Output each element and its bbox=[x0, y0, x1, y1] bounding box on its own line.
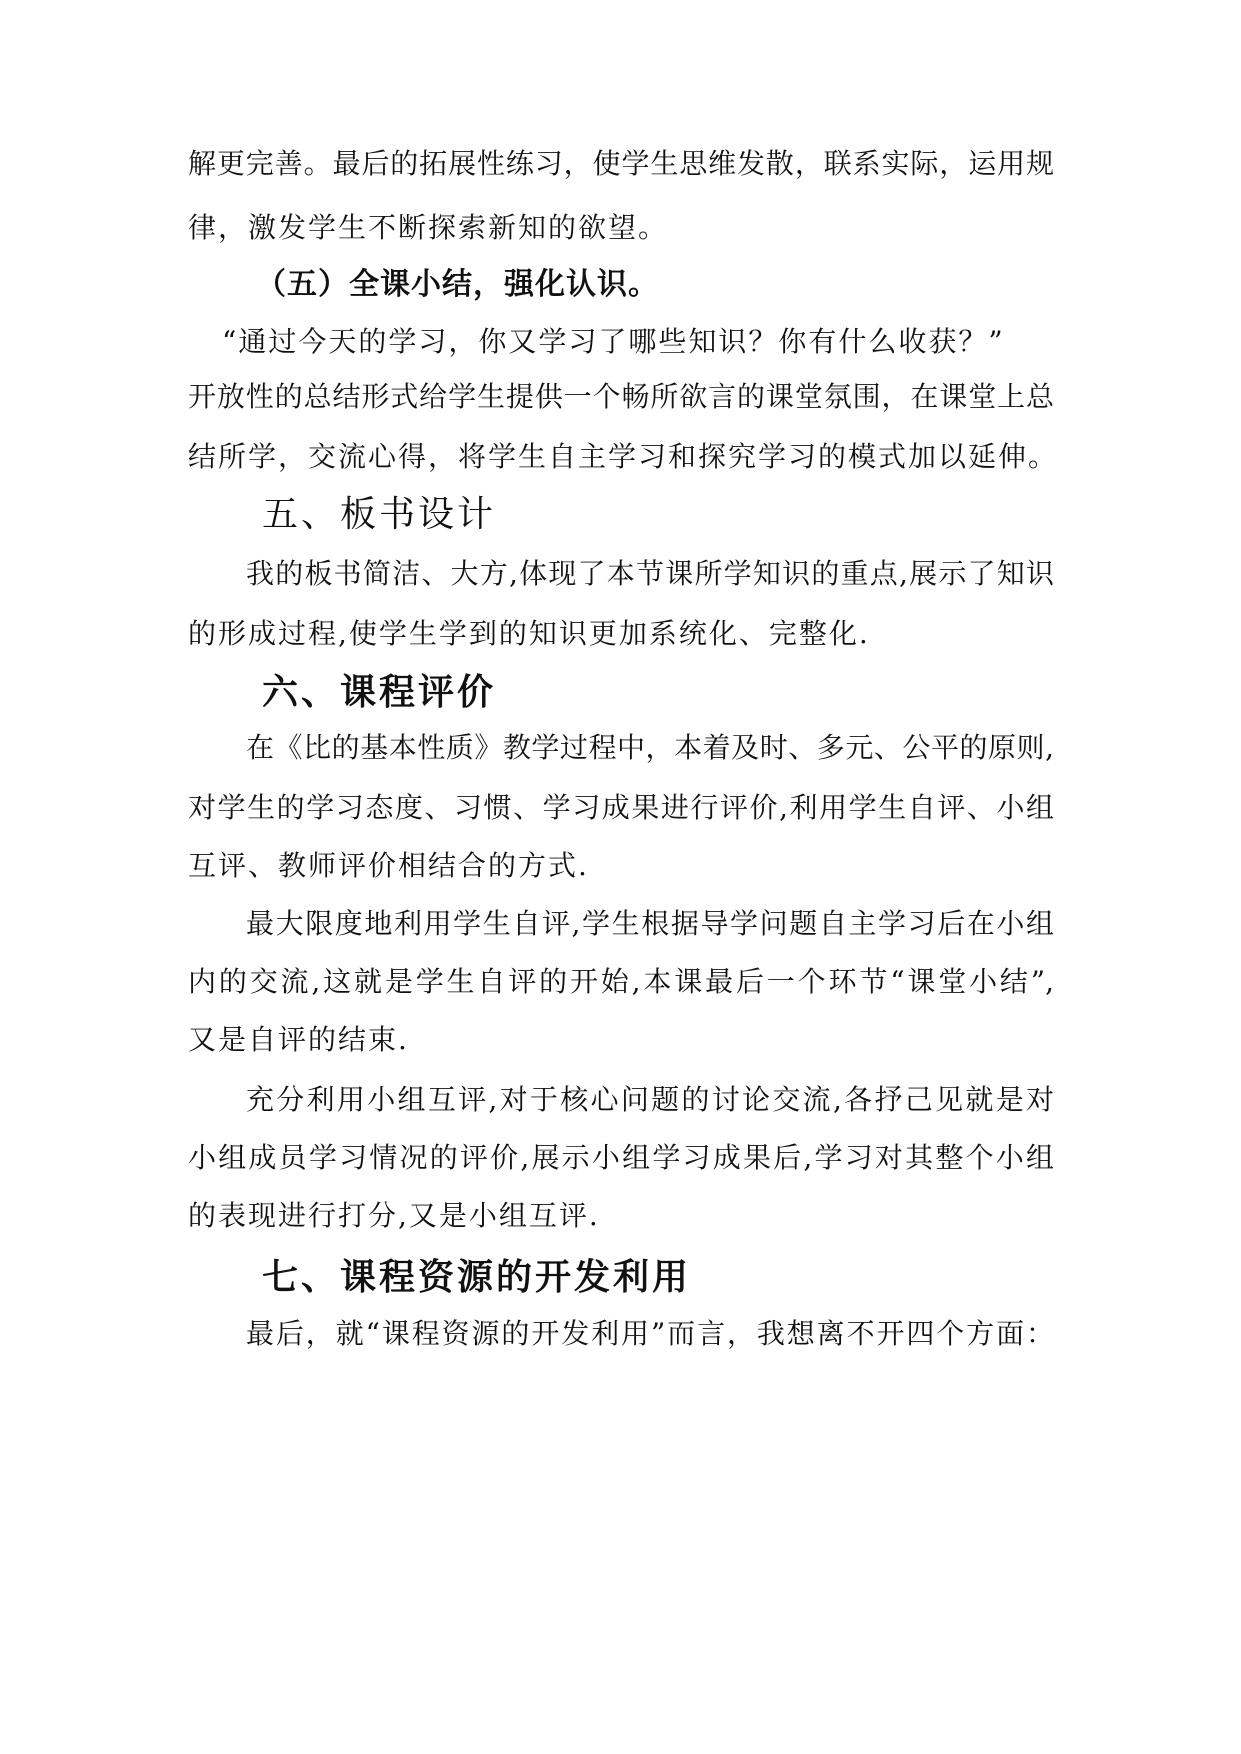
body-text-line: “通过今天的学习，你又学习了哪些知识？你有什么收获？” bbox=[222, 325, 1005, 358]
body-text-line: 结所学，交流心得，将学生自主学习和探究学习的模式加以延伸。 bbox=[188, 440, 1059, 473]
section-heading: 五、板书设计 bbox=[262, 494, 497, 535]
section-heading: 七、课程资源的开发利用 bbox=[262, 1257, 692, 1298]
body-text-line: 充分利用小组互评,对于核心问题的讨论交流,各抒己见就是对 bbox=[246, 1083, 1054, 1116]
body-text-line: 的形成过程,使学生学到的知识更加系统化、完整化. bbox=[188, 617, 870, 650]
body-text-line: 我的板书简洁、大方,体现了本节课所学知识的重点,展示了知识 bbox=[246, 557, 1054, 590]
body-text-line: 的表现进行打分,又是小组互评. bbox=[188, 1199, 600, 1232]
body-text-line: 互评、教师评价相结合的方式. bbox=[188, 849, 589, 882]
body-text-line: 内的交流,这就是学生自评的开始,本课最后一个环节“课堂小结”, bbox=[188, 965, 1054, 998]
body-text-line: 开放性的总结形式给学生提供一个畅所欲言的课堂氛围，在课堂上总 bbox=[188, 380, 1054, 413]
body-text-line: 解更完善。最后的拓展性练习，使学生思维发散，联系实际，运用规 bbox=[188, 147, 1054, 180]
body-text-line: 小组成员学习情况的评价,展示小组学习成果后,学习对其整个小组 bbox=[188, 1141, 1054, 1174]
body-text-line: 对学生的学习态度、习惯、学习成果进行评价,利用学生自评、小组 bbox=[188, 791, 1054, 824]
body-text-line: 律，激发学生不断探索新知的欲望。 bbox=[188, 211, 669, 244]
section-heading: 六、课程评价 bbox=[262, 672, 497, 713]
section-subheading: （五）全课小结，强化认识。 bbox=[256, 267, 659, 302]
body-text-line: 最后，就“课程资源的开发利用”而言，我想离不开四个方面： bbox=[246, 1317, 1054, 1350]
body-text-line: 又是自评的结束. bbox=[188, 1023, 409, 1056]
body-text-line: 在《比的基本性质》教学过程中，本着及时、多元、公平的原则, bbox=[246, 731, 1054, 764]
body-text-line: 最大限度地利用学生自评,学生根据导学问题自主学习后在小组 bbox=[246, 907, 1054, 940]
